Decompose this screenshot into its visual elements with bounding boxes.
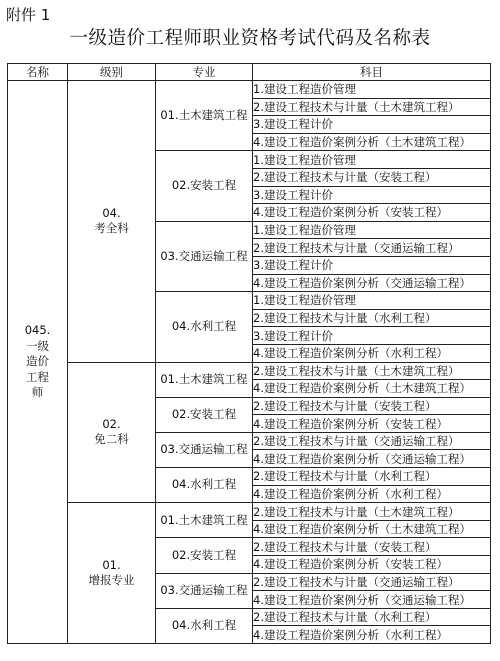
subject-cell: 3.建设工程计价 xyxy=(253,256,491,274)
level-label: 增报专业 xyxy=(88,573,135,588)
subject-cell: 2.建设工程技术与计量（土木建筑工程） xyxy=(253,503,491,521)
level-cell xyxy=(68,362,156,503)
major-cell xyxy=(156,151,253,221)
major-cell xyxy=(156,503,253,538)
major-name: 01.土木建筑工程 xyxy=(160,512,248,527)
major-name: 03.交通运输工程 xyxy=(160,582,248,597)
major-cell xyxy=(156,432,253,467)
major-cell xyxy=(156,608,253,643)
major-name: 02.安装工程 xyxy=(171,178,237,193)
major-name: 04.水利工程 xyxy=(171,618,237,633)
header-name: 名称 xyxy=(8,64,68,81)
header-level: 级别 xyxy=(68,64,156,81)
subject-cell: 2.建设工程技术与计量（安装工程） xyxy=(253,397,491,415)
subject-cell: 1.建设工程造价管理 xyxy=(253,292,491,310)
subject-cell: 3.建设工程计价 xyxy=(253,116,491,134)
subject-cell: 4.建设工程造价案例分析（安装工程） xyxy=(253,556,491,574)
subject-cell: 4.建设工程造价案例分析（水利工程） xyxy=(253,485,491,503)
major-name: 04.水利工程 xyxy=(171,477,237,492)
qualification-code: 045. xyxy=(24,323,51,338)
major-name: 02.安装工程 xyxy=(171,407,237,422)
subject-cell: 2.建设工程技术与计量（土木建筑工程） xyxy=(253,98,491,116)
qualification-name-cell xyxy=(8,81,68,644)
subject-cell: 1.建设工程造价管理 xyxy=(253,221,491,239)
major-name: 01.土木建筑工程 xyxy=(160,107,248,122)
subject-cell: 4.建设工程造价案例分析（交通运输工程） xyxy=(253,274,491,292)
table-row xyxy=(8,81,491,99)
level-code: 01. xyxy=(102,557,121,572)
subject-cell: 2.建设工程技术与计量（交通运输工程） xyxy=(253,239,491,257)
level-label: 免二科 xyxy=(94,432,129,447)
document-title: 一级造价工程师职业资格考试代码及名称表 xyxy=(69,28,431,49)
major-cell xyxy=(156,362,253,397)
level-cell xyxy=(68,503,156,644)
subject-cell: 2.建设工程技术与计量（交通运输工程） xyxy=(253,573,491,591)
table-body xyxy=(8,81,491,644)
major-name: 03.交通运输工程 xyxy=(160,248,248,263)
subject-cell: 2.建设工程技术与计量（安装工程） xyxy=(253,168,491,186)
subject-cell: 1.建设工程造价管理 xyxy=(253,151,491,169)
major-cell xyxy=(156,292,253,362)
subject-cell: 4.建设工程造价案例分析（土木建筑工程） xyxy=(253,380,491,398)
subject-cell: 4.建设工程造价案例分析（交通运输工程） xyxy=(253,591,491,609)
major-cell xyxy=(156,468,253,503)
subject-cell: 2.建设工程技术与计量（土木建筑工程） xyxy=(253,362,491,380)
level-cell xyxy=(68,81,156,363)
major-cell xyxy=(156,81,253,151)
table-header-row xyxy=(8,64,491,81)
major-cell xyxy=(156,573,253,608)
subject-cell: 4.建设工程造价案例分析（水利工程） xyxy=(253,626,491,644)
subject-cell: 2.建设工程技术与计量（安装工程） xyxy=(253,538,491,556)
header-subject: 科目 xyxy=(253,64,491,81)
table-row xyxy=(8,503,491,521)
level-label: 考全科 xyxy=(94,221,129,236)
subject-cell: 2.建设工程技术与计量（水利工程） xyxy=(253,608,491,626)
attachment-label: 附件 1 xyxy=(6,6,51,24)
subject-cell: 3.建设工程计价 xyxy=(253,327,491,345)
subject-cell: 1.建设工程造价管理 xyxy=(253,81,491,99)
major-cell xyxy=(156,221,253,291)
subject-cell: 4.建设工程造价案例分析（安装工程） xyxy=(253,204,491,222)
level-code: 04. xyxy=(102,205,121,220)
major-name: 01.土木建筑工程 xyxy=(160,371,248,386)
subject-cell: 2.建设工程技术与计量（水利工程） xyxy=(253,468,491,486)
major-cell xyxy=(156,538,253,573)
subject-cell: 4.建设工程造价案例分析（土木建筑工程） xyxy=(253,133,491,151)
subject-cell: 3.建设工程计价 xyxy=(253,186,491,204)
header-major: 专业 xyxy=(156,64,253,81)
qualification-name: 一级造价工程师 xyxy=(25,338,49,400)
major-name: 03.交通运输工程 xyxy=(160,442,248,457)
major-name: 04.水利工程 xyxy=(171,319,237,334)
major-cell xyxy=(156,397,253,432)
subject-cell: 2.建设工程技术与计量（水利工程） xyxy=(253,309,491,327)
subject-cell: 4.建设工程造价案例分析（安装工程） xyxy=(253,415,491,433)
subject-cell: 2.建设工程技术与计量（交通运输工程） xyxy=(253,432,491,450)
subject-cell: 4.建设工程造价案例分析（交通运输工程） xyxy=(253,450,491,468)
subject-cell: 4.建设工程造价案例分析（土木建筑工程） xyxy=(253,520,491,538)
table-row xyxy=(8,362,491,380)
level-code: 02. xyxy=(102,416,121,431)
major-name: 02.安装工程 xyxy=(171,547,237,562)
subject-cell: 4.建设工程造价案例分析（水利工程） xyxy=(253,344,491,362)
exam-code-table xyxy=(7,63,491,644)
